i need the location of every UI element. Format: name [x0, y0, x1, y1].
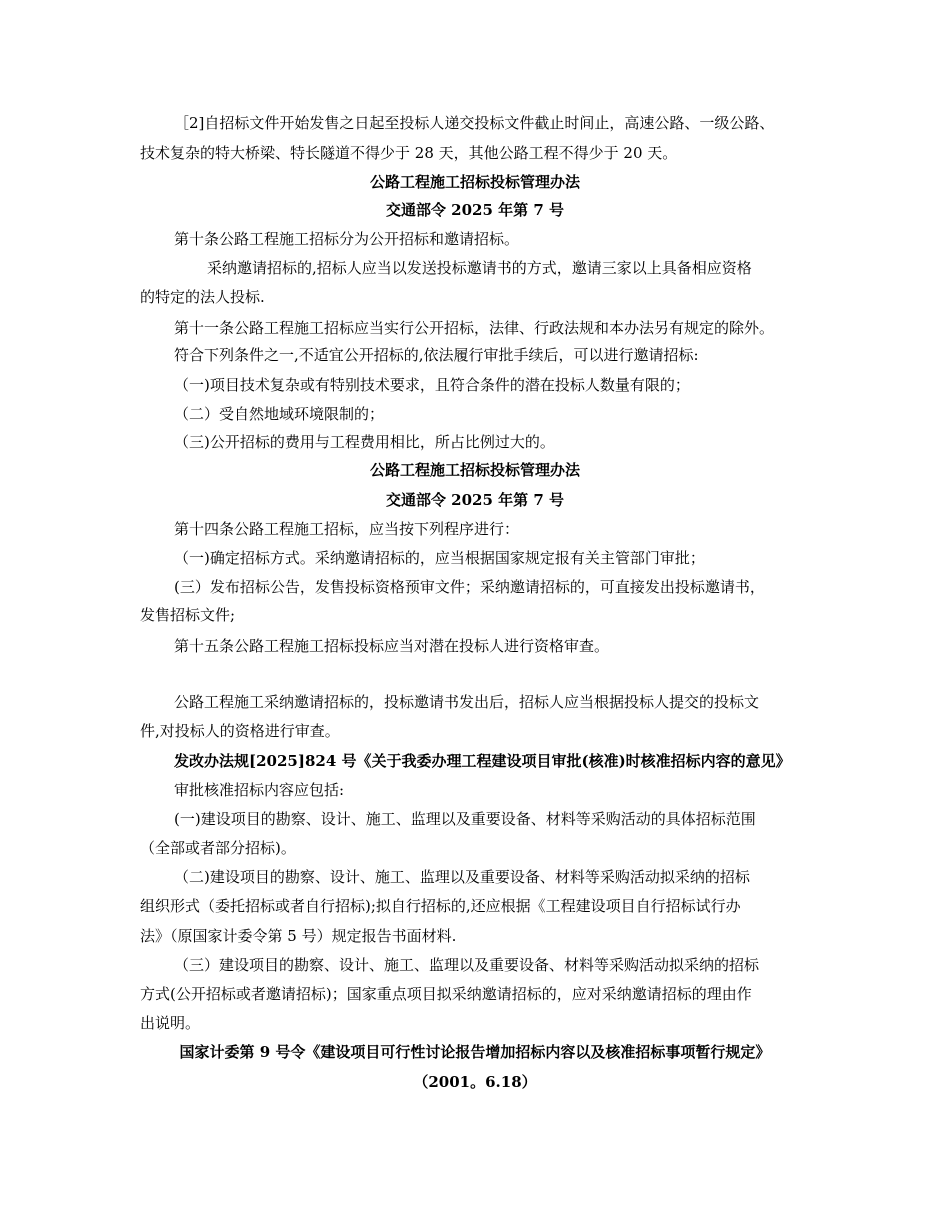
paragraph-line: 发售招标文件; [140, 606, 236, 624]
list-item: （一)确定招标方式。采纳邀请招标的，应当根据国家规定报有关主管部门审批； [174, 549, 705, 567]
paragraph-line: 组织形式（委托招标或者自行招标);拟自行招标的,还应根据《工程建设项目自行招标试行办 [140, 897, 741, 915]
section-subtitle: 交通部令 2025 年第 7 号 [385, 491, 565, 509]
list-item: (三）发布招标公告，发售投标资格预审文件；采纳邀请招标的，可直接发出投标邀请书， [174, 578, 765, 596]
section-title: 发改办法规[2025]824 号《关于我委办理工程建设项目审批(核准)时核准招标内容的意见》 [174, 752, 791, 770]
paragraph-line: 件,对投标人的资格进行审查。 [140, 722, 340, 740]
paragraph-line: 的特定的法人投标. [140, 288, 265, 306]
paragraph-line: 第十一条公路工程施工招标应当实行公开招标，法律、行政法规和本办法另有规定的除外。 [174, 319, 775, 337]
paragraph-line: 公路工程施工采纳邀请招标的，投标邀请书发出后，招标人应当根据投标人提交的投标文 [174, 693, 760, 711]
paragraph-line: ［2]自招标文件开始发售之日起至投标人递交投标文件截止时间止，高速公路、一级公路、 [174, 114, 775, 132]
paragraph-line: （全部或者部分招标)。 [140, 839, 296, 857]
paragraph-line: 符合下列条件之一,不适宜公开招标的,依法履行审批手续后，可以进行邀请招标: [174, 346, 699, 364]
paragraph-line: 第十五条公路工程施工招标投标应当对潜在投标人进行资格审查。 [174, 637, 610, 655]
list-item: （二)建设项目的勘察、设计、施工、监理以及重要设备、材料等采购活动拟采纳的招标 [174, 868, 750, 886]
list-item: (一)建设项目的勘察、设计、施工、监理以及重要设备、材料等采购活动的具体招标范围 [174, 810, 756, 828]
section-subtitle: （2001。6.18） [413, 1073, 537, 1091]
list-item: （三)公开招标的费用与工程费用相比，所占比例过大的。 [174, 433, 555, 451]
section-title: 公路工程施工招标投标管理办法 [369, 461, 580, 479]
list-item: （一)项目技术复杂或有特别技术要求，且符合条件的潜在投标人数量有限的； [174, 376, 690, 394]
paragraph-line: 方式(公开招标或者邀请招标)；国家重点项目拟采纳邀请招标的，应对采纳邀请招标的理由作 [140, 985, 752, 1003]
section-title: 国家计委第 9 号令《建设项目可行性讨论报告增加招标内容以及核准招标事项暂行规定》 [179, 1043, 771, 1061]
paragraph-line: 法》（原国家计委令第 5 号）规定报告书面材料. [140, 927, 457, 945]
list-item: （三）建设项目的勘察、设计、施工、监理以及重要设备、材料等采购活动拟采纳的招标 [174, 956, 760, 974]
paragraph-line: 出说明。 [140, 1014, 201, 1032]
paragraph-line: 审批核准招标内容应包括: [174, 781, 345, 799]
paragraph-line: 第十条公路工程施工招标分为公开招标和邀请招标。 [174, 230, 520, 248]
paragraph-line: 采纳邀请招标的,招标人应当以发送投标邀请书的方式，邀请三家以上具备相应资格 [207, 259, 752, 277]
section-subtitle: 交通部令 2025 年第 7 号 [385, 201, 565, 219]
paragraph-line: 技术复杂的特大桥梁、特长隧道不得少于 28 天，其他公路工程不得少于 20 天。 [140, 144, 678, 162]
list-item: （二）受自然地域环境限制的； [174, 405, 385, 423]
section-title: 公路工程施工招标投标管理办法 [369, 173, 580, 191]
paragraph-line: 第十四条公路工程施工招标，应当按下列程序进行： [174, 520, 520, 538]
